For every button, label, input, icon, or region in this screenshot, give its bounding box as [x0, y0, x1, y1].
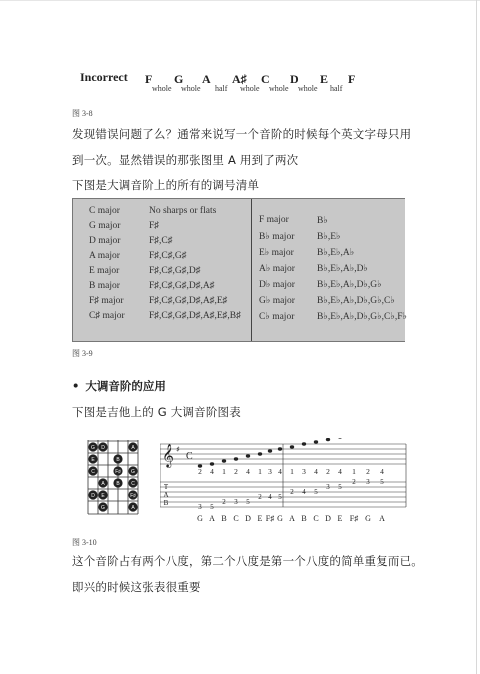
tab-number: 2	[258, 493, 262, 501]
key-signature: F♯,C♯,G♯,D♯,A♯,E♯,B♯	[149, 311, 241, 321]
step-label: whole	[269, 84, 289, 93]
fret-dot-label: F♯	[130, 493, 136, 499]
tab-number: 2	[290, 488, 294, 496]
bullet-icon: •	[72, 379, 80, 393]
key-signature: B♭,E♭	[317, 232, 341, 242]
note-name: C	[313, 514, 319, 523]
tab-number: 5	[314, 488, 318, 496]
scale-note: F	[348, 72, 356, 86]
key-name: C♯ major	[89, 311, 125, 321]
fret-dot-label: D	[91, 493, 95, 499]
key-signature: No sharps or flats	[149, 206, 217, 216]
note-name: A	[209, 514, 215, 523]
fret-dot-label: E	[101, 493, 105, 499]
fingering-number: 2	[366, 467, 370, 476]
paragraph: 这个音阶占有两个八度，第二个八度是第一个八度的简单重复而已。	[72, 554, 423, 568]
key-name: C major	[89, 206, 120, 216]
section-heading	[72, 378, 166, 394]
key-signature: F♯,C♯,G♯,D♯,A♯,E♯	[149, 296, 228, 306]
tab-letter: B	[163, 499, 169, 507]
fingering-number: 3	[268, 467, 272, 476]
note-name: E	[337, 514, 343, 523]
step-label: whole	[298, 84, 318, 93]
fingering-number: 2	[234, 467, 238, 476]
fretboard-diagram	[86, 440, 140, 516]
key-signature: B♭,E♭,A♭	[317, 248, 355, 258]
key-name: A♭ major	[259, 264, 295, 274]
tab-number: 3	[326, 483, 330, 491]
fret-dot-label: A	[131, 505, 135, 511]
note-name: B	[301, 514, 307, 523]
fret-dot-label: C	[131, 481, 135, 487]
fingering-number: 2	[326, 467, 330, 476]
paragraph: 即兴的时候这张表很重要	[72, 580, 201, 594]
tab-number: 2	[352, 478, 356, 486]
tab-letter: A	[163, 491, 169, 499]
note-name: A	[289, 514, 295, 523]
tab-letter: T	[163, 483, 169, 491]
fret-dot-label: F♯	[115, 469, 121, 475]
fret-dot-label: B	[116, 457, 120, 463]
key-name: A major	[89, 251, 120, 261]
fingering-number: 4	[278, 467, 282, 476]
key-name: D♭ major	[259, 280, 295, 290]
key-signature: F♯,C♯,G♯,D♯,A♯	[149, 281, 215, 291]
fret-dot-label: G	[101, 505, 105, 511]
tab-number: 4	[268, 493, 272, 501]
page-top-border	[0, 0, 480, 1]
tab-number: 2	[222, 498, 226, 506]
scale-note: E	[320, 72, 329, 86]
fingering-number: 4	[380, 467, 384, 476]
fingering-number: 4	[338, 467, 342, 476]
tab-number: 5	[278, 493, 282, 501]
note-name: G	[277, 514, 283, 523]
step-label: half	[215, 84, 228, 93]
key-name: B major	[89, 281, 120, 291]
key-name: E♭ major	[259, 248, 294, 258]
scale-note: A♯	[232, 72, 247, 86]
fingering-number: 4	[210, 467, 214, 476]
page-right-border	[476, 0, 477, 674]
key-signature: F♯,C♯,G♯,D♯	[149, 266, 201, 276]
scale-note: A	[202, 72, 211, 86]
note-name: A	[379, 514, 385, 523]
tab-number: 3	[198, 503, 202, 511]
fret-dot-label: G	[131, 469, 135, 475]
note-name: D	[245, 514, 251, 523]
key-signature: F♯	[149, 221, 160, 231]
step-label: half	[330, 84, 343, 93]
fret-dot-label: G	[91, 445, 95, 451]
figure-caption: 图 3-8	[72, 109, 93, 118]
note-name: G	[365, 514, 371, 523]
fingering-number: 1	[290, 467, 294, 476]
fret-dot-label: A	[101, 481, 105, 487]
figure-caption: 图 3-10	[72, 538, 97, 547]
fingering-number: 1	[352, 467, 356, 476]
step-label: whole	[181, 84, 201, 93]
note-name: F♯	[349, 514, 359, 523]
sharp-icon: ♯	[176, 445, 180, 454]
section-heading-text: 大调音阶的应用	[85, 379, 166, 393]
key-name: F major	[259, 215, 289, 225]
key-name: G major	[89, 221, 121, 231]
scale-note: C	[261, 72, 270, 86]
paragraph: 下图是吉他上的 G 大调音阶图表	[72, 405, 241, 419]
fingering-number: 4	[246, 467, 250, 476]
figure-3-8	[80, 66, 380, 100]
tab-number: 5	[380, 478, 384, 486]
key-signature: B♭,E♭,A♭,D♭	[317, 264, 368, 274]
key-signature: F♯,C♯,G♯	[149, 251, 187, 261]
fingering-number: 1	[258, 467, 262, 476]
key-name: B♭ major	[259, 232, 295, 242]
paragraph: 下图是大调音阶上的所有的调号清单	[72, 178, 260, 192]
key-signature: B♭,E♭,A♭,D♭,G♭,C♭,F♭	[317, 312, 407, 322]
scale-notes	[198, 438, 384, 468]
fret-dot-label: B	[116, 481, 120, 487]
note-name: G	[197, 514, 203, 523]
scale-note: D	[290, 72, 299, 86]
treble-clef-icon: 𝄞	[162, 443, 174, 467]
fret-dot-label: D	[101, 445, 105, 451]
fingering-number: 1	[222, 467, 226, 476]
key-name: E major	[89, 266, 120, 276]
paragraph: 到一次。显然错误的那张图里 A 用到了两次	[72, 153, 299, 167]
note-name: C	[233, 514, 239, 523]
key-signature-table	[72, 198, 405, 342]
time-signature: C	[186, 451, 193, 462]
key-signature: F♯,C♯	[149, 236, 173, 246]
fingering-number: 4	[314, 467, 318, 476]
note-name: B	[221, 514, 227, 523]
note-name: D	[325, 514, 331, 523]
key-signature: B♭	[317, 216, 328, 226]
key-name: D major	[89, 236, 121, 246]
key-signature: B♭,E♭,A♭,D♭,G♭,C♭	[317, 296, 395, 306]
incorrect-label: Incorrect	[80, 70, 128, 84]
tab-number: 5	[338, 483, 342, 491]
note-name: F♯	[265, 514, 275, 523]
figure-caption: 图 3-9	[72, 349, 93, 358]
tab-number: 5	[210, 503, 214, 511]
scale-note: G	[174, 72, 184, 86]
key-signature: B♭,E♭,A♭,D♭,G♭	[317, 280, 382, 290]
fret-dot-label: A	[131, 445, 135, 451]
key-name: F♯ major	[89, 296, 124, 306]
note-name: E	[257, 514, 263, 523]
scale-note: F	[145, 72, 153, 86]
tab-number: 4	[302, 488, 306, 496]
key-name: C♭ major	[259, 312, 295, 322]
fret-dot-label: E	[91, 457, 95, 463]
paragraph: 发现错误问题了么？通常来说写一个音阶的时候每个英文字母只用	[72, 127, 412, 141]
fingering-number: 3	[302, 467, 306, 476]
tab-number: 3	[366, 478, 370, 486]
tab-number: 3	[234, 498, 238, 506]
step-label: whole	[152, 84, 172, 93]
step-label: whole	[240, 84, 260, 93]
notation-tab-staff	[160, 438, 408, 526]
fret-dot-label: C	[91, 469, 95, 475]
key-name: G♭ major	[259, 296, 295, 306]
fingering-number: 2	[198, 467, 202, 476]
tab-number: 5	[246, 498, 250, 506]
